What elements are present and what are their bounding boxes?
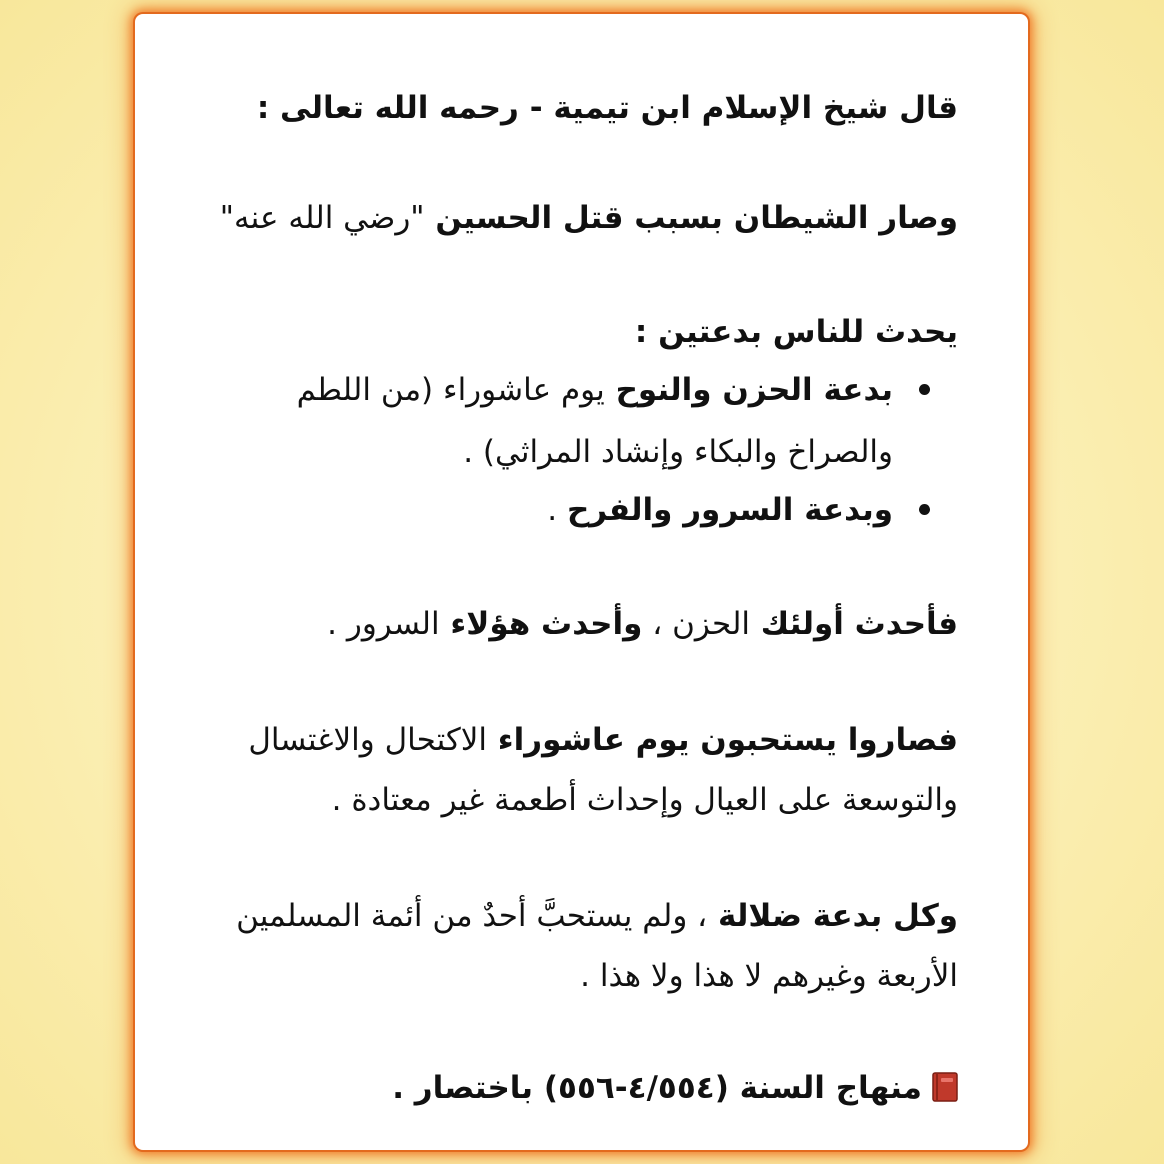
para2-heading-text: يحدث للناس بدعتين : <box>634 314 958 350</box>
bullet-icon <box>919 384 930 395</box>
para3-part2: الحزن ، <box>642 606 751 642</box>
quote-text <box>135 14 1028 1150</box>
bullet1-normal: يوم عاشوراء (من اللطم <box>296 372 605 408</box>
title-line <box>257 88 958 128</box>
bullet-item-1 <box>297 370 893 410</box>
paragraph-1 <box>220 198 958 238</box>
bullet1-continuation: والصراخ والبكاء وإنشاد المراثي) . <box>463 434 893 470</box>
bullet-item-1-continuation <box>463 432 893 472</box>
paragraph-4-line-1 <box>248 720 958 760</box>
quote-card <box>135 14 1028 1150</box>
para1-normal: "رضي الله عنه" <box>219 200 425 236</box>
bullet2-bold: وبدعة السرور والفرح <box>566 492 893 528</box>
bullet2-normal: . <box>547 492 567 528</box>
para1-bold: وصار الشيطان بسبب قتل الحسين <box>424 200 958 236</box>
para5-bold: وكل بدعة ضلالة <box>707 898 958 934</box>
para5-line2-text: الأربعة وغيرهم لا هذا ولا هذا . <box>580 958 958 994</box>
bullet1-bold: بدعة الحزن والنوح <box>604 372 893 408</box>
paragraph-5-line-2 <box>580 956 958 996</box>
paragraph-4-line-2 <box>332 780 958 820</box>
bullet-item-2 <box>547 490 893 530</box>
para4-normal: الاكتحال والاغتسال <box>248 722 488 758</box>
source-citation <box>392 1068 958 1108</box>
paragraph-3 <box>327 604 958 644</box>
para3-part4: السرور . <box>327 606 440 642</box>
paragraph-2-heading <box>635 312 958 352</box>
para3-part1: فأحدث أولئك <box>750 606 958 642</box>
title-text: قال شيخ الإسلام ابن تيمية - رحمه الله تعالى : <box>256 90 958 126</box>
para5-normal: ، ولم يستحبَّ أحدٌ من أئمة المسلمين <box>236 898 708 934</box>
para3-part3: وأحدث هؤلاء <box>439 606 643 642</box>
para4-bold: فصاروا يستحبون يوم عاشوراء <box>487 722 958 758</box>
para4-line2-text: والتوسعة على العيال وإحداث أطعمة غير معتادة . <box>331 782 958 818</box>
book-icon <box>932 1072 958 1102</box>
bullet-icon <box>919 504 930 515</box>
source-text: منهاج السنة (٤/٥٥٤-٥٥٦) باختصار . <box>392 1070 922 1106</box>
paragraph-5-line-1 <box>236 896 958 936</box>
